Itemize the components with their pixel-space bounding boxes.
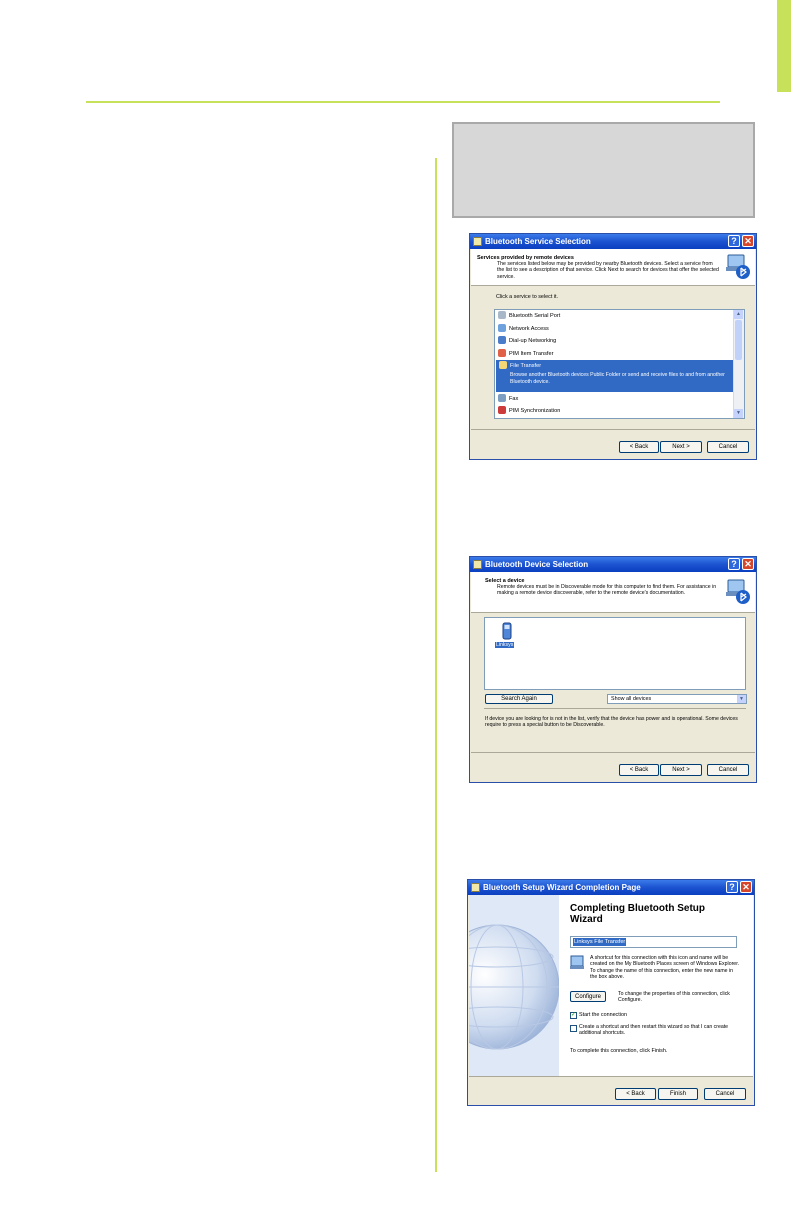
scroll-thumb[interactable] bbox=[735, 320, 742, 360]
help-button[interactable]: ? bbox=[728, 235, 740, 247]
back-button[interactable]: < Back bbox=[619, 441, 659, 453]
device-list[interactable] bbox=[484, 617, 746, 690]
page-edge-tab bbox=[777, 0, 791, 92]
service-selection-dialog bbox=[469, 233, 757, 460]
service-item[interactable]: PIM Synchronization bbox=[498, 406, 560, 416]
close-button[interactable]: ✕ bbox=[740, 881, 752, 893]
next-button[interactable]: Next > bbox=[660, 764, 702, 776]
wizard-completion-dialog bbox=[467, 879, 755, 1106]
serial-port-icon bbox=[498, 311, 506, 319]
phone-icon bbox=[501, 622, 513, 640]
column-divider bbox=[435, 158, 437, 1172]
connection-name-input[interactable]: Linksys File Transfer bbox=[570, 936, 737, 948]
next-button[interactable]: Next > bbox=[660, 441, 702, 453]
finish-button[interactable]: Finish bbox=[658, 1088, 698, 1100]
page-description: Remote devices must be in Discoverable mode for this computer to find them. For assistance in making a remote device discoverable, refer to the remote device's documentation. bbox=[497, 584, 717, 597]
bluetooth-app-icon bbox=[471, 883, 480, 892]
header-rule bbox=[86, 101, 720, 103]
chevron-down-icon[interactable]: ▼ bbox=[737, 695, 746, 703]
window-title: Bluetooth Device Selection bbox=[485, 560, 589, 569]
close-button[interactable]: ✕ bbox=[742, 558, 754, 570]
title-bar bbox=[470, 557, 756, 572]
footer-separator bbox=[471, 429, 755, 430]
title-bar bbox=[468, 880, 754, 895]
service-item[interactable]: Fax bbox=[498, 394, 518, 404]
page-heading: Select a device bbox=[485, 578, 525, 584]
device-selection-dialog bbox=[469, 556, 757, 783]
page-heading: Services provided by remote devices bbox=[477, 255, 574, 261]
device-filter-select[interactable]: Show all devices ▼ bbox=[607, 694, 747, 704]
bluetooth-wizard-icon bbox=[725, 252, 751, 280]
shortcut-icon bbox=[570, 955, 584, 969]
pim-sync-icon bbox=[498, 406, 506, 414]
dialup-icon bbox=[498, 336, 506, 344]
fax-icon bbox=[498, 394, 506, 402]
pim-icon bbox=[498, 349, 506, 357]
finish-instruction: To complete this connection, click Finish. bbox=[570, 1048, 668, 1054]
cancel-button[interactable]: Cancel bbox=[704, 1088, 746, 1100]
service-item[interactable]: Bluetooth Serial Port bbox=[498, 311, 560, 321]
configure-button[interactable]: Configure bbox=[570, 991, 606, 1002]
title-bar bbox=[470, 234, 756, 249]
footer-separator bbox=[469, 1076, 753, 1077]
network-icon bbox=[498, 324, 506, 332]
page-description: The services listed below may be provided by nearby Bluetooth devices. Select a service from the list to see a description of that service. Click Next to search for devices that offer the selected service. bbox=[497, 261, 719, 280]
cancel-button[interactable]: Cancel bbox=[707, 764, 749, 776]
restart-wizard-checkbox[interactable] bbox=[570, 1025, 577, 1032]
close-button[interactable]: ✕ bbox=[742, 235, 754, 247]
bluetooth-app-icon bbox=[473, 237, 482, 246]
page-heading: Completing Bluetooth Setup Wizard bbox=[570, 903, 705, 925]
file-transfer-icon bbox=[499, 361, 507, 369]
service-prompt: Click a service to select it. bbox=[496, 294, 559, 300]
header-pane bbox=[471, 572, 755, 613]
configure-description: To change the properties of this connection, click Configure. bbox=[618, 991, 730, 1004]
back-button[interactable]: < Back bbox=[619, 764, 659, 776]
content-pane bbox=[469, 895, 753, 1076]
scroll-down-icon[interactable]: ▼ bbox=[734, 409, 743, 418]
service-description: Browse another Bluetooth devices Public Folder or send and receive files to and from another Bluetooth device. bbox=[510, 372, 725, 385]
shortcut-description: A shortcut for this connection with this icon and name will be created on the My Bluetooth Places screen of Windows Explorer. To change the name of this connection, enter the new name in the box above. bbox=[590, 955, 740, 981]
service-item[interactable]: PIM Item Transfer bbox=[498, 349, 553, 359]
device-label: Linksys bbox=[496, 642, 514, 648]
service-item[interactable]: Network Access bbox=[498, 324, 549, 334]
note-box bbox=[452, 122, 755, 218]
device-item[interactable] bbox=[495, 622, 519, 652]
service-item[interactable]: Dial-up Networking bbox=[498, 336, 556, 346]
bluetooth-wizard-icon bbox=[725, 577, 751, 605]
start-connection-checkbox[interactable]: ✓ bbox=[571, 1012, 577, 1018]
help-button[interactable]: ? bbox=[726, 881, 738, 893]
restart-wizard-label: Create a shortcut and then restart this wizard so that I can create additional shortcuts. bbox=[579, 1024, 729, 1037]
back-button[interactable]: < Back bbox=[615, 1088, 656, 1100]
service-item-selected[interactable]: File Transfer Browse another Bluetooth devices Public Folder or send and receive files to and from another Bluetooth device. bbox=[496, 360, 733, 392]
list-scrollbar[interactable] bbox=[733, 310, 744, 418]
window-title: Bluetooth Setup Wizard Completion Page bbox=[483, 883, 641, 892]
help-button[interactable]: ? bbox=[728, 558, 740, 570]
bluetooth-app-icon bbox=[473, 560, 482, 569]
header-pane bbox=[471, 249, 755, 286]
scroll-up-icon[interactable]: ▲ bbox=[734, 310, 743, 319]
section-separator bbox=[484, 708, 746, 709]
search-again-button[interactable]: Search Again bbox=[485, 694, 553, 704]
service-list[interactable] bbox=[494, 309, 745, 419]
cancel-button[interactable]: Cancel bbox=[707, 441, 749, 453]
start-connection-label: Start the connection bbox=[579, 1012, 627, 1018]
globe-banner-image bbox=[469, 895, 559, 1076]
footer-separator bbox=[471, 752, 755, 753]
device-footnote: If device you are looking for is not in the list, verify that the device has power and is operational. Some devices require to press a special button to be Discoverable. bbox=[485, 716, 738, 729]
window-title: Bluetooth Service Selection bbox=[485, 237, 591, 246]
